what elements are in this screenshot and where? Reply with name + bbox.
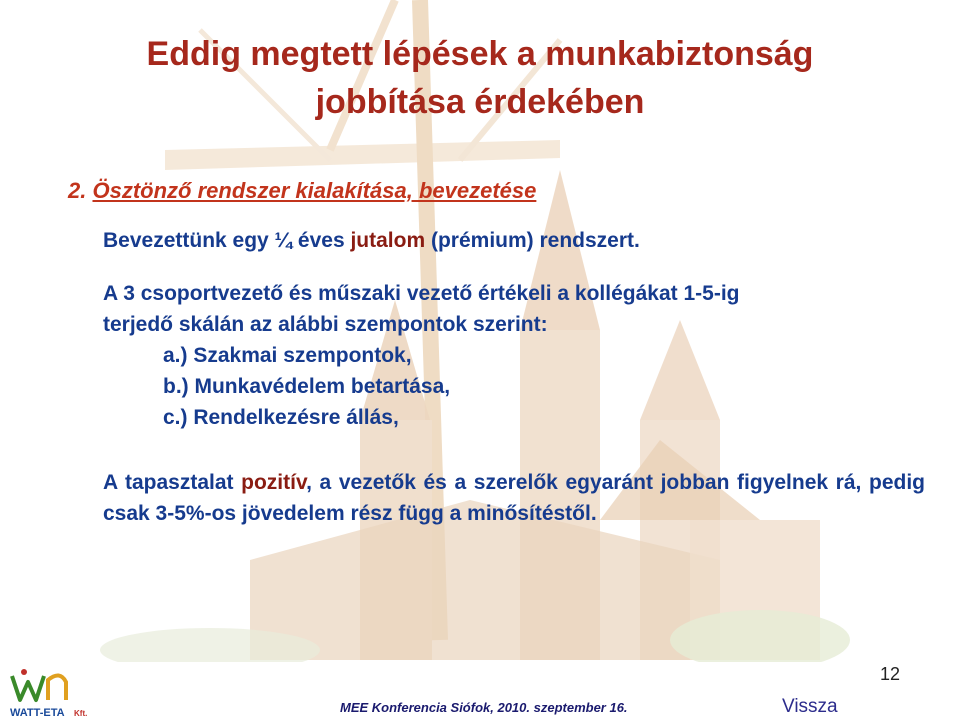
section-title: Ösztönző rendszer kialakítása, bevezetése [92, 178, 537, 203]
experience-text-start: A tapasztalat [103, 471, 242, 494]
watt-eta-logo [8, 664, 100, 720]
criteria-item: a.) Szakmai szempontok, [163, 344, 412, 367]
experience-highlight: pozitív [241, 471, 307, 494]
back-link[interactable]: Vissza [782, 696, 838, 717]
experience-paragraph [103, 467, 925, 529]
evaluation-line-2: terjedő skálán az alábbi szempontok szerint: [103, 313, 548, 336]
evaluation-line-1: A 3 csoportvezető és műszaki vezető értékeli a kollégákat 1-5-ig [103, 282, 740, 305]
logo-suffix: Kft. [74, 709, 88, 718]
section-heading [68, 178, 536, 204]
intro-text-end: (prémium) rendszert. [425, 229, 640, 252]
title-line-2: jobbítása érdekében [315, 83, 645, 121]
section-number: 2. [68, 178, 87, 203]
intro-text-start: Bevezettünk egy ¼ éves [103, 229, 351, 252]
logo-text: WATT-ETA [10, 707, 65, 719]
conference-footer: MEE Konferencia Siófok, 2010. szeptember 16. [340, 700, 628, 715]
intro-highlight: jutalom [350, 229, 426, 252]
intro-sentence [103, 229, 640, 253]
criteria-item: b.) Munkavédelem betartása, [163, 375, 451, 398]
criteria-item: c.) Rendelkezésre állás, [163, 406, 399, 429]
page-number: 12 [880, 664, 901, 684]
evaluation-paragraph [103, 278, 925, 433]
experience-text-end: , a vezetők és a szerelők egyaránt jobban figyelnek rá, pedig csak 3-5%-os jövedelem rész függ a minősítéstől. [103, 471, 925, 525]
slide-title [0, 30, 960, 126]
title-line-1: Eddig megtett lépések a munkabiztonság [146, 35, 814, 73]
